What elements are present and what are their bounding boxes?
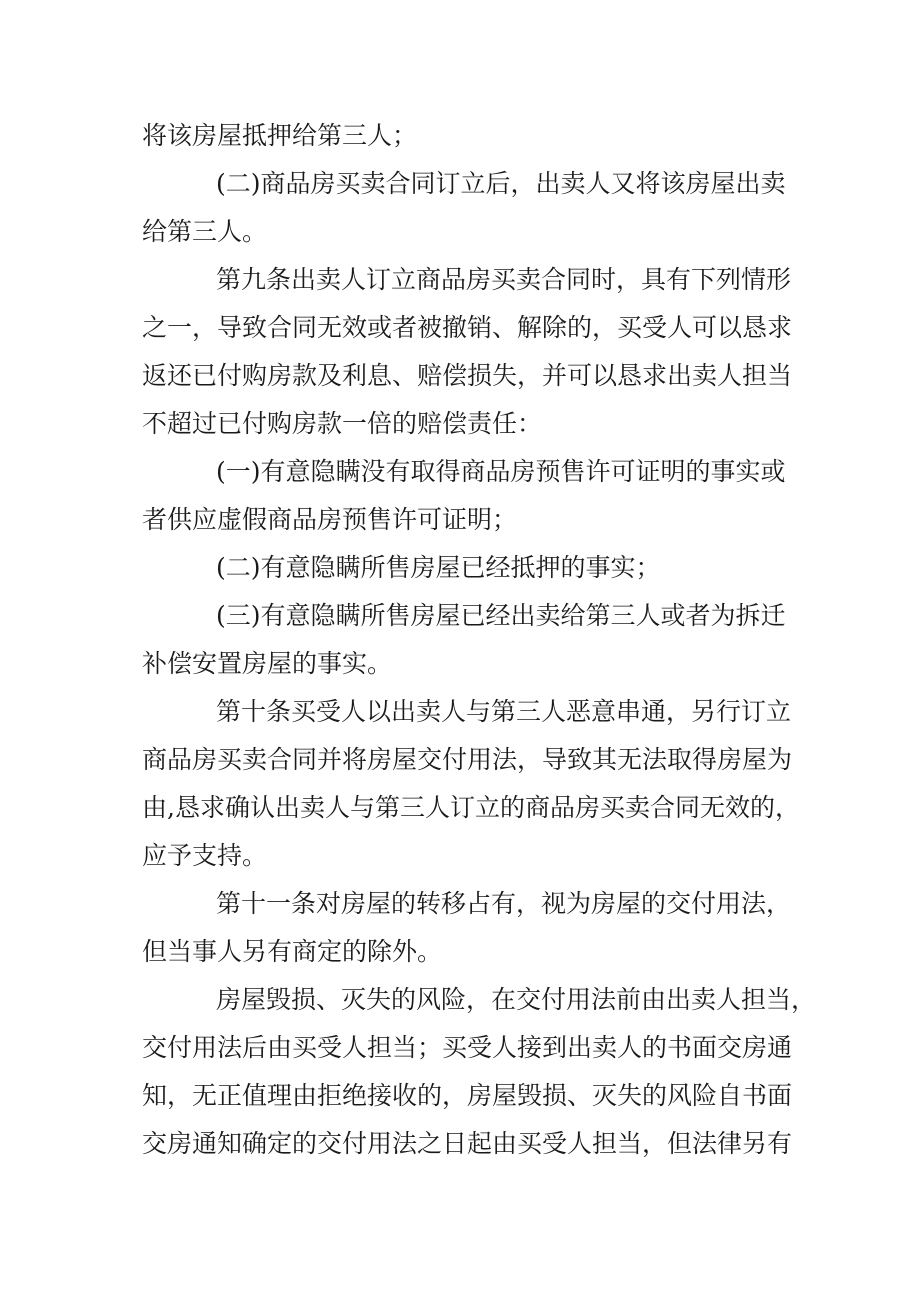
text-line: 之一，导致合同无效或者被撤销、解除的，买受人可以恳求 — [142, 313, 793, 342]
text-line: 不超过已付购房款一倍的赔偿责任： — [142, 409, 543, 438]
text-line: 第九条出卖人订立商品房买卖合同时，具有下列情形 — [216, 265, 792, 294]
text-line: 返还已付购房款及利息、赔偿损失，并可以恳求出卖人担当 — [142, 361, 793, 390]
text-line: 商品房买卖合同并将房屋交付用法，导致其无法取得房屋为 — [142, 745, 793, 774]
text-line: (二)商品房买卖合同订立后，出卖人又将该房屋出卖 — [216, 169, 786, 198]
text-line: (一)有意隐瞒没有取得商品房预售许可证明的事实或 — [216, 457, 786, 486]
text-line: 由,恳求确认出卖人与第三人订立的商品房买卖合同无效的， — [142, 793, 800, 822]
text-line: 第十一条对房屋的转移占有，视为房屋的交付用法， — [216, 889, 792, 918]
text-line: 应予支持。 — [142, 841, 268, 870]
text-line: 补偿安置房屋的事实。 — [142, 649, 393, 678]
text-line: (三)有意隐瞒所售房屋已经出卖给第三人或者为拆迁 — [216, 601, 786, 630]
text-line: (二)有意隐瞒所售房屋已经抵押的事实； — [216, 553, 661, 582]
text-line: 将该房屋抵押给第三人； — [142, 121, 418, 150]
text-line: 交房通知确定的交付用法之日起由买受人担当，但法律另有 — [142, 1129, 793, 1158]
text-line: 房屋毁损、灭失的风险，在交付用法前由出卖人担当， — [216, 985, 817, 1014]
text-line: 知，无正值理由拒绝接收的，房屋毁损、灭失的风险自书面 — [142, 1081, 793, 1110]
text-line: 给第三人。 — [142, 217, 268, 246]
text-line: 者供应虚假商品房预售许可证明； — [142, 505, 518, 534]
document-body — [142, 112, 817, 1168]
text-line: 但当事人另有商定的除外。 — [142, 937, 443, 966]
text-line: 交付用法后由买受人担当；买受人接到出卖人的书面交房通 — [142, 1033, 793, 1062]
text-line: 第十条买受人以出卖人与第三人恶意串通，另行订立 — [216, 697, 792, 726]
